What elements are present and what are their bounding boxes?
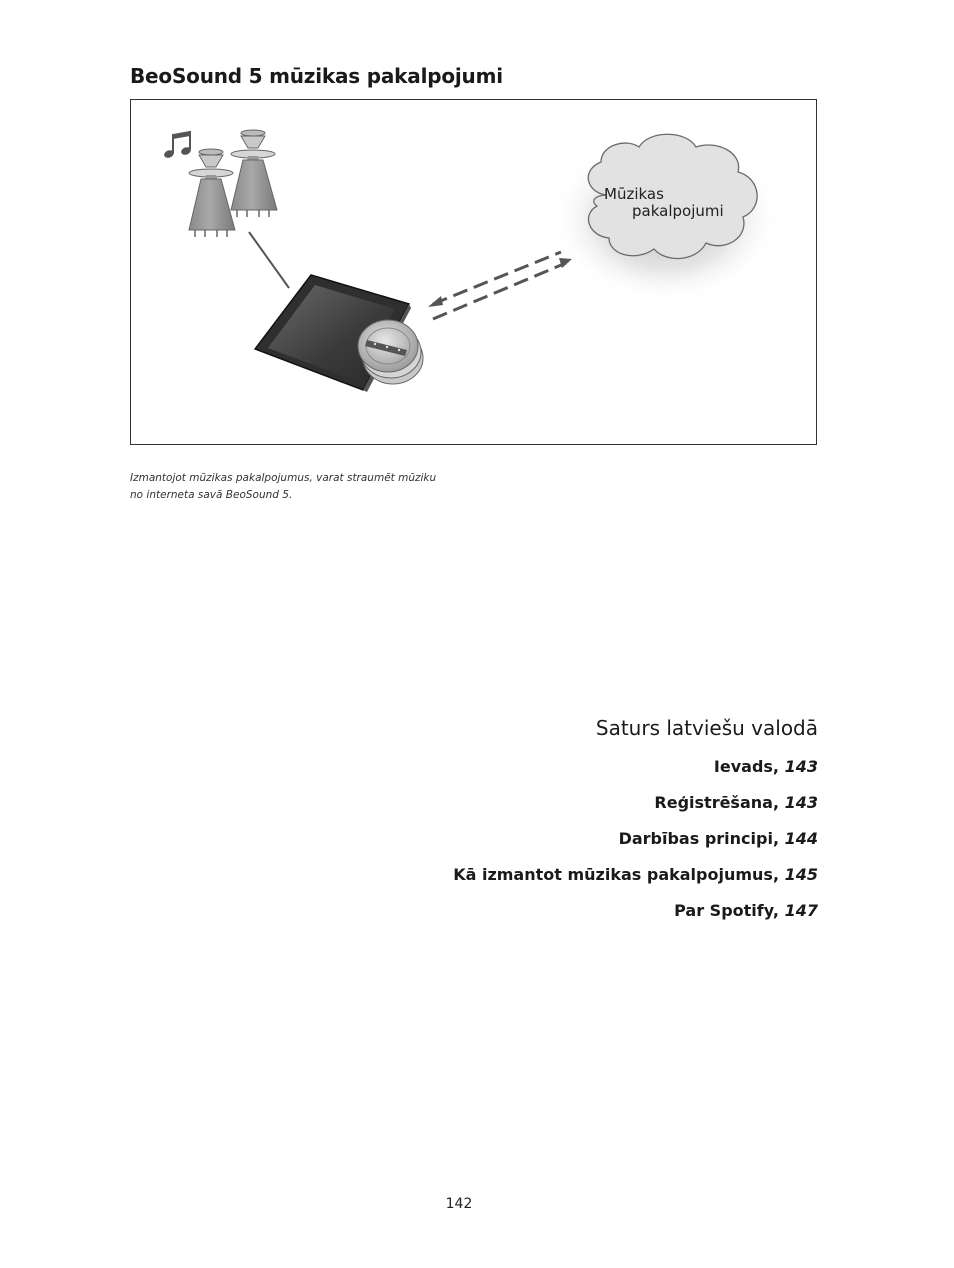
page-heading: BeoSound 5 mūzikas pakalpojumi (130, 64, 503, 88)
toc-item-page: 143 (784, 793, 818, 812)
illustration-frame (130, 99, 817, 445)
speaker-icon (189, 149, 235, 237)
beosound5-device-icon (255, 275, 423, 392)
toc-item[interactable] (453, 864, 818, 900)
toc-item-label: Darbības principi, (618, 829, 780, 848)
toc-item-label: Kā izmantot mūzikas pakalpojumus, (453, 865, 780, 884)
table-of-contents (453, 716, 818, 936)
toc-item-page: 143 (784, 757, 818, 776)
toc-item-page: 144 (784, 829, 818, 848)
toc-item-label: Ievads, (713, 757, 780, 776)
figure-caption (130, 470, 460, 504)
toc-item[interactable] (453, 900, 818, 936)
toc-item-page: 147 (784, 901, 818, 920)
toc-item-page: 145 (784, 865, 818, 884)
toc-item-label: Par Spotify, (674, 901, 780, 920)
toc-title: Saturs latviešu valodā (595, 716, 818, 740)
music-notes-icon (163, 131, 192, 159)
speaker-icon (231, 130, 277, 217)
toc-item[interactable] (453, 828, 818, 864)
toc-item[interactable] (453, 792, 818, 828)
cloud-label-line2: pakalpojumi (632, 202, 724, 220)
caption-line2: no interneta savā BeoSound 5. (130, 489, 293, 501)
cloud-label (604, 186, 724, 220)
page-number: 142 (445, 1196, 473, 1212)
toc-item-label: Reģistrēšana, (654, 793, 780, 812)
connection-line (249, 232, 289, 288)
cloud-label-line1: Mūzikas (604, 185, 664, 203)
toc-item[interactable] (453, 756, 818, 792)
caption-line1: Izmantojot mūzikas pakalpojumus, varat straumēt mūziku (130, 472, 437, 484)
illustration (131, 100, 817, 445)
bidirectional-arrows-icon (428, 252, 572, 319)
